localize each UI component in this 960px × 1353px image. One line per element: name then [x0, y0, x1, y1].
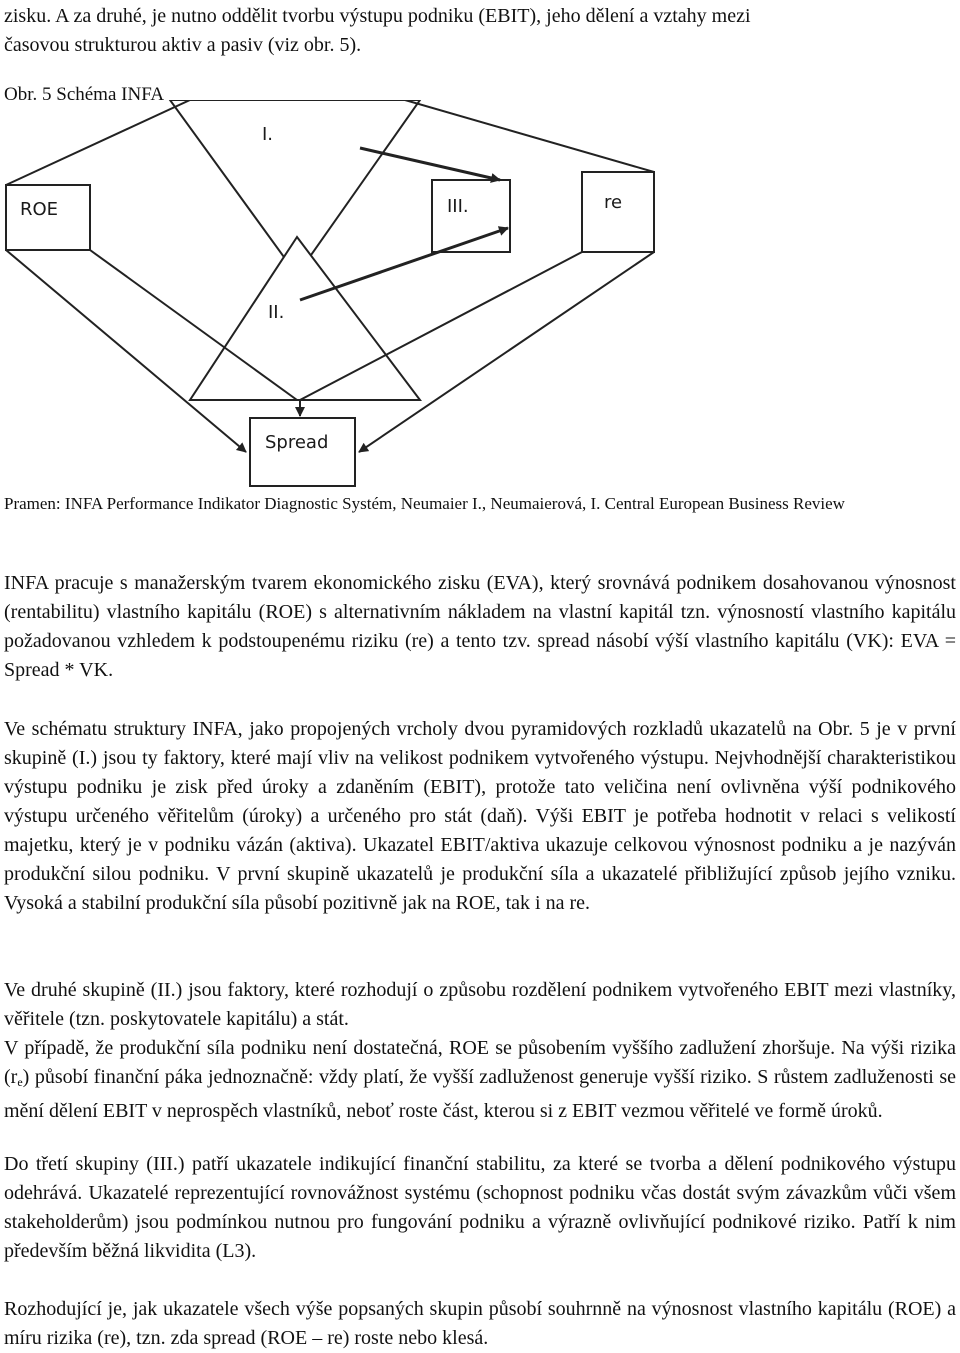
- figure-title: Obr. 5 Schéma INFA: [4, 84, 165, 105]
- arrow-ROE-to-spread: [6, 250, 246, 452]
- arrow-re-to-spread: [359, 252, 654, 452]
- paragraph-2: Ve schématu struktury INFA, jako propojených vrcholy dvou pyramidových rozkladů ukazatelů na Obr. 5 je v první skupině (I.) jsou ty faktory, které mají vliv na velikost podnikem vytvořeného výstupu. Nejvhodnější charakteristikou výstupu podniku je zisk před úroky a zdaněním (EBIT), protože tato veličina není ovlivněna výší podnikového výstupu určeného věřitelům (úroky) a určeného pro stát (daň). Výši EBIT je potřeba hodnotit v relaci s velikostí majetku, který je v podniku vázán (aktiva). Ukazatel EBIT/aktiva ukazuje celkovou výnosnost podniku a je nazýván produkční silou podniku. V první skupině ukazatelů je produkční síla a ukazatelé přibližující způsob jejího vzniku. Vysoká a stabilní produkční síla působí pozitivně jak na ROE, tak i na re.: [4, 718, 956, 914]
- link-re-pyramidI: [405, 100, 654, 172]
- paragraph-6: Rozhodující je, jak ukazatele všech výše popsaných skupin působí souhrnně na výnosnost vlastního kapitálu (ROE) a míru rizika (re), tzn. zda spread (ROE – re) roste nebo klesá.: [4, 1298, 956, 1349]
- paragraph-4: [4, 1034, 956, 1126]
- infa-diagram: [0, 100, 960, 490]
- figure-source: Pramen: INFA Performance Indikator Diagnostic Systém, Neumaier I., Neumaierová, I. Central European Business Review: [4, 494, 845, 513]
- arrow-II-to-III: [300, 228, 508, 300]
- pyramid-II: [190, 237, 420, 400]
- group1-label: I.: [262, 124, 274, 145]
- re-label: re: [604, 192, 623, 213]
- intro-text: [4, 2, 956, 60]
- group3-label: III.: [447, 196, 469, 217]
- paragraph-3: Ve druhé skupině (II.) jsou faktory, které rozhodují o způsobu rozdělení podnikem vytvořeného EBIT mezi vlastníky, věřitele (tzn. poskytovatele kapitálu) a stát.: [4, 979, 956, 1030]
- paragraph-4-part-a: V případě, že produkční síla podniku není dostatečná, ROE se působením vyššího zadlužení zhoršuje. Na výši rizika (r: [4, 1037, 956, 1088]
- intro-line-1: zisku. A za druhé, je nutno oddělit tvorbu výstupu podniku (EBIT), jeho dělení a vztahy mezi: [4, 5, 751, 27]
- roe-label: ROE: [20, 199, 59, 220]
- paragraph-4-part-b: ) působí finanční páka jednoznačně: vždy platí, že vyšší zadluženost generuje vyšší riziko. S růstem zadluženosti se mění dělení EBIT v neprospěch vlastníků, neboť roste část, kterou si z EBIT vezmou věřitelé ve formě úroků.: [4, 1066, 956, 1122]
- paragraph-5: Do třetí skupiny (III.) patří ukazatele indikující finanční stabilitu, za které se tvorba a dělení podnikového výstupu odehrává. Ukazatelé reprezentující rovnovážnost systému (schopnost podniku včas dostát svým závazkům vůči všem stakeholderům) jsou podmínkou nutnou pro fungování podniku a výrazně ovlivňující podnikové riziko. Patří k nim především běžná likvidita (L3).: [4, 1153, 956, 1262]
- paragraph-4-subscript: e: [17, 1075, 23, 1089]
- arrow-I-to-III: [360, 148, 500, 180]
- intro-line-2: časovou strukturou aktiv a pasiv (viz obr. 5).: [4, 34, 362, 56]
- spread-label: Spread: [265, 432, 329, 453]
- paragraph-1: INFA pracuje s manažerským tvarem ekonomického zisku (EVA), který srovnává podnikem dosahovanou výnosnost (rentabilitu) vlastního kapitálu (ROE) s alternativním nákladem na vlastní kapitál tzn. výnosností vlastního kapitálu požadovanou vzhledem k podstoupenému riziku (re) a tento tzv. spread násobí výší vlastního kapitálu (VK): EVA = Spread * VK.: [4, 572, 956, 681]
- group2-label: II.: [268, 302, 285, 323]
- link-roe-pyramidI: [6, 100, 190, 185]
